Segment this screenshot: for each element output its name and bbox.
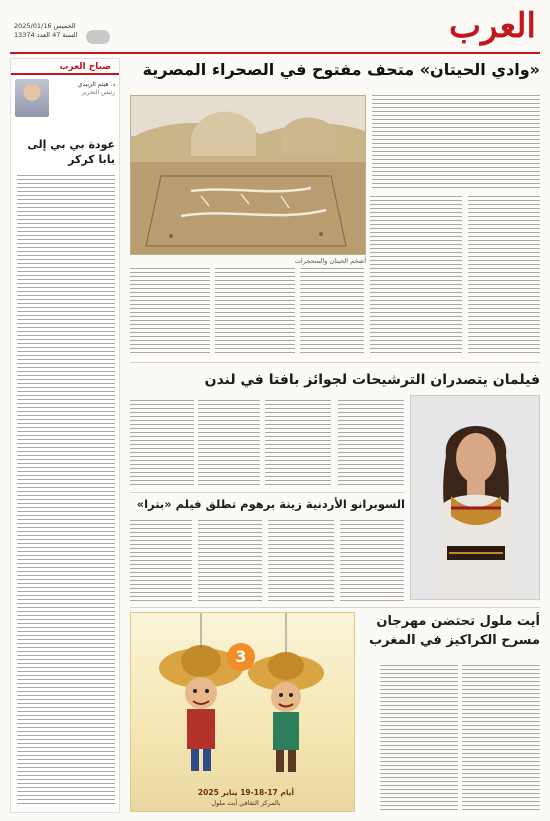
section-divider [130,607,540,608]
section-divider [130,362,540,363]
author-avatar [15,79,49,117]
story3-column-2 [268,520,334,604]
masthead-rule [10,52,540,54]
story4-column-1 [462,665,540,813]
edition-icon [86,30,110,44]
story4-headline: أيت ملول تحتضن مهرجان مسرح الكراكيز في المغرب [369,614,540,648]
main-lead-text [372,95,540,190]
main-column-4 [215,268,295,354]
story4-column-2 [380,665,458,813]
side-column [10,58,120,813]
main-column-2 [370,196,462,354]
desert-illustration [131,96,366,255]
desert-photo [130,95,366,255]
issue-line: السنة 47 العدد 13374 [14,31,78,39]
poster-venue: بالمركز الثقافي أيت ملول [211,799,281,807]
poster-dates: أيام 17-18-19 يناير 2025 [197,788,295,797]
story3-column-1 [340,520,404,604]
newspaper-logo: العرب [449,6,536,46]
side-article-body [17,175,115,805]
story3-column-4 [130,520,192,604]
main-headline: «وادي الحيتان» متحف مفتوح في الصحراء المصرية [142,60,540,79]
side-article-title: عودة بي بي إلى بابا كركر [27,138,115,166]
edition-number-badge: 3 [227,643,255,671]
main-column-3 [300,268,364,354]
author-role: رئيس التحرير [81,89,115,96]
story2-headline: فيلمان يتصدران الترشيحات لجوائز بافتا في لندن [204,372,540,388]
main-column-1 [468,196,540,354]
main-column-5 [130,268,210,354]
festival-poster [130,612,355,812]
side-section-title: صباح العرب [11,59,119,75]
story2-column-2 [265,400,331,488]
story3-column-3 [198,520,262,604]
actress-illustration [411,396,540,600]
actress-photo [410,395,540,600]
story2-column-4 [130,400,194,488]
masthead [0,0,550,56]
section-divider [130,492,405,493]
story2-column-1 [338,400,404,488]
author-name: د. هيثم الزبيدي [77,81,115,88]
date-line: الخميس 2025/01/16 [14,22,76,30]
story2-column-3 [198,400,260,488]
desert-photo-caption: أضخم الحيتان والمتحجرات [294,257,366,265]
issue-info [14,22,77,40]
story3-headline: السوبرانو الأردنية زينة برهوم تطلق فيلم «بترا» [136,497,405,511]
